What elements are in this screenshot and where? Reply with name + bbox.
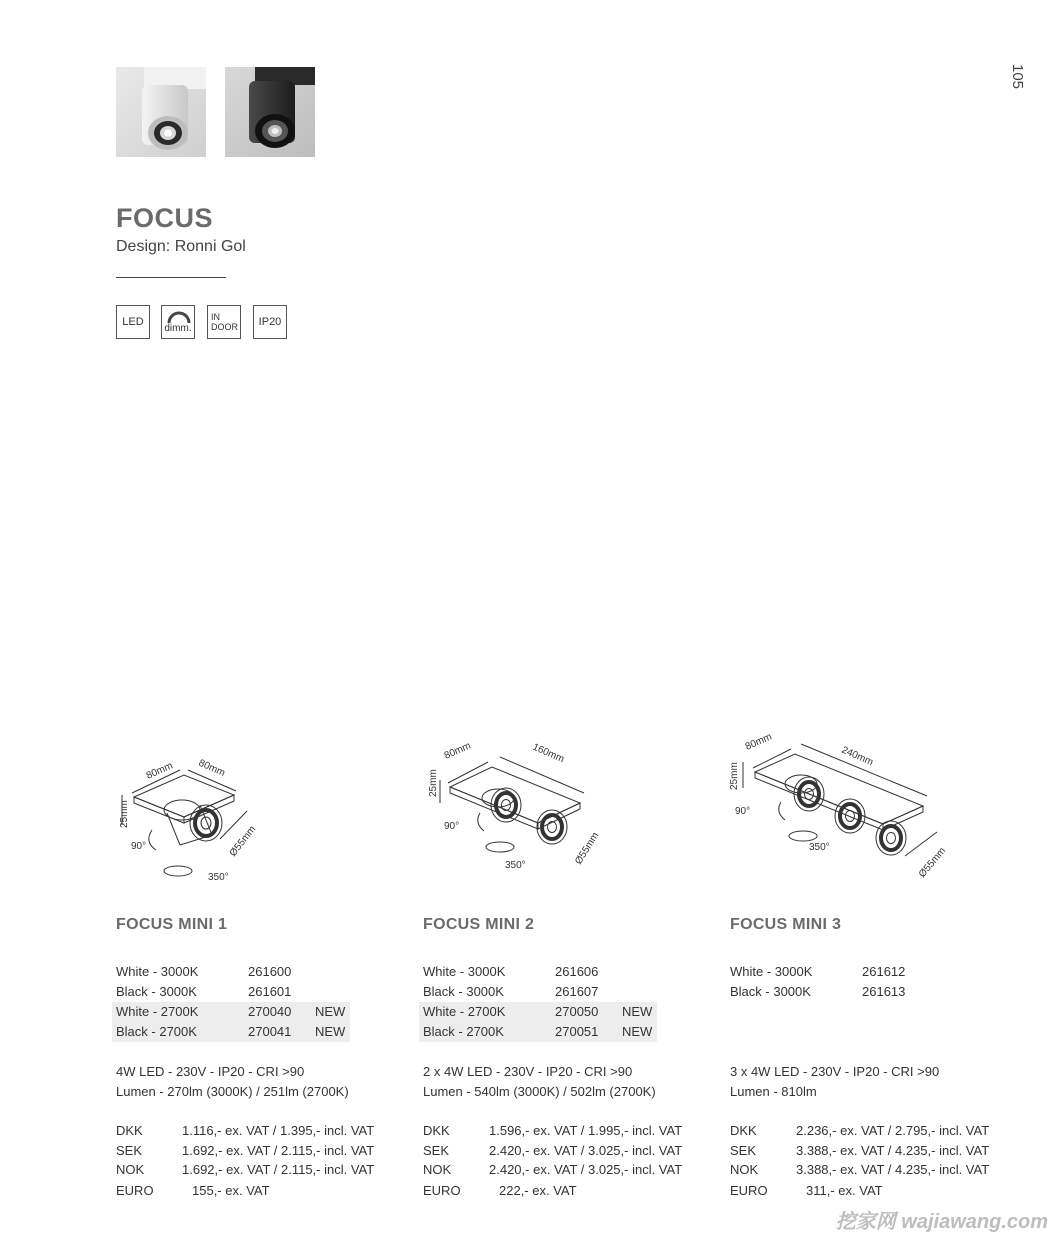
dim-diameter-label: Ø55mm	[916, 845, 949, 880]
new-badge: NEW	[315, 1024, 346, 1039]
dim-width-label: 80mm	[144, 760, 175, 782]
currency: NOK	[423, 1162, 452, 1177]
variant-code: 270040	[248, 1004, 292, 1019]
spec-lumen: Lumen - 810lm	[730, 1084, 817, 1099]
price-row	[423, 1141, 683, 1161]
variant-name: White - 3000K	[116, 964, 199, 979]
page-title: FOCUS	[116, 203, 213, 233]
currency: EURO	[116, 1183, 154, 1198]
new-badge: NEW	[622, 1004, 653, 1019]
price-value: 3.388,- ex. VAT / 4.235,- incl. VAT	[796, 1143, 990, 1158]
tilt-label: 90°	[444, 821, 460, 832]
currency: DKK	[423, 1123, 450, 1138]
currency: SEK	[423, 1143, 450, 1158]
variant-name: Black - 3000K	[423, 984, 504, 999]
variant-code: 261612	[862, 964, 906, 979]
page-number: 105	[1008, 63, 1026, 90]
dim-height-label: 25mm	[729, 762, 740, 790]
product-photo-black	[225, 67, 315, 157]
currency: EURO	[423, 1183, 461, 1198]
indoor-badge	[207, 305, 241, 339]
rotation-label: 350°	[505, 860, 526, 871]
price-row	[730, 1121, 990, 1141]
spec-power: 2 x 4W LED - 230V - IP20 - CRI >90	[423, 1064, 633, 1079]
currency: DKK	[730, 1123, 757, 1138]
table-row	[726, 962, 964, 982]
variant-name: White - 3000K	[423, 964, 506, 979]
table-row	[419, 1002, 657, 1022]
dim-height-label: 25mm	[428, 769, 439, 797]
price-row	[116, 1141, 376, 1161]
focus-mini-2-drawing	[420, 735, 610, 885]
dim-depth-label: 240mm	[839, 744, 875, 769]
dimmable-badge-label: dimm.	[164, 323, 192, 334]
variant-name: Black - 3000K	[116, 984, 197, 999]
table-row	[112, 1022, 350, 1042]
table-row	[419, 962, 657, 982]
currency: EURO	[730, 1183, 768, 1198]
price-value: 311,- ex. VAT	[806, 1183, 883, 1198]
table-row	[112, 962, 350, 982]
variant-code: 261606	[555, 964, 599, 979]
dim-depth-label: 160mm	[530, 741, 566, 766]
new-badge: NEW	[622, 1024, 653, 1039]
price-row	[730, 1141, 990, 1161]
price-row	[116, 1181, 376, 1201]
table-row	[112, 982, 350, 1002]
dim-depth-label: 80mm	[196, 757, 227, 780]
price-value: 2.420,- ex. VAT / 3.025,- incl. VAT	[489, 1143, 683, 1158]
dim-height-label: 25mm	[119, 800, 130, 828]
product-title: FOCUS MINI 2	[423, 916, 535, 933]
dimmable-badge	[161, 305, 195, 339]
price-row	[116, 1160, 376, 1180]
dimmer-arc-icon	[167, 310, 191, 324]
price-value: 222,- ex. VAT	[499, 1183, 577, 1198]
price-value: 1.692,- ex. VAT / 2.115,- incl. VAT	[182, 1143, 375, 1158]
variant-name: Black - 2700K	[423, 1024, 504, 1039]
product-title: FOCUS MINI 3	[730, 916, 842, 933]
indoor-badge-top: IN	[211, 312, 220, 322]
price-value: 2.420,- ex. VAT / 3.025,- incl. VAT	[489, 1162, 683, 1177]
variant-code: 261600	[248, 964, 292, 979]
ip20-badge-label: IP20	[258, 316, 282, 328]
dim-width-label: 80mm	[743, 731, 774, 753]
table-row	[112, 1002, 350, 1022]
currency: NOK	[730, 1162, 759, 1177]
focus-mini-3-drawing	[725, 722, 955, 882]
new-badge: NEW	[315, 1004, 346, 1019]
price-value: 1.116,- ex. VAT / 1.395,- incl. VAT	[182, 1123, 375, 1138]
designer-credit: Design: Ronni Gol	[116, 238, 246, 255]
variant-name: Black - 3000K	[730, 984, 811, 999]
led-badge-label: LED	[122, 316, 144, 328]
rotation-label: 350°	[809, 842, 830, 853]
price-value: 3.388,- ex. VAT / 4.235,- incl. VAT	[796, 1162, 990, 1177]
variant-code: 270050	[555, 1004, 599, 1019]
tilt-label: 90°	[735, 806, 751, 817]
ip20-badge	[253, 305, 287, 339]
price-row	[423, 1121, 683, 1141]
dim-width-label: 80mm	[442, 740, 473, 762]
product-title: FOCUS MINI 1	[116, 916, 228, 933]
product-photo-white	[116, 67, 206, 157]
variant-name: White - 2700K	[116, 1004, 199, 1019]
focus-mini-1-drawing	[112, 745, 282, 890]
variant-code: 261613	[862, 984, 906, 999]
watermark: 挖家网 wajiawang.com	[835, 1211, 1048, 1233]
table-row	[726, 982, 964, 1002]
price-row	[730, 1181, 990, 1201]
dim-diameter-label: Ø55mm	[573, 830, 602, 867]
currency: NOK	[116, 1162, 145, 1177]
price-row	[116, 1121, 376, 1141]
spec-power: 3 x 4W LED - 230V - IP20 - CRI >90	[730, 1064, 940, 1079]
currency: DKK	[116, 1123, 143, 1138]
variant-name: Black - 2700K	[116, 1024, 197, 1039]
led-badge	[116, 305, 150, 339]
variant-code: 270051	[555, 1024, 599, 1039]
table-row	[419, 1022, 657, 1042]
variant-name: White - 2700K	[423, 1004, 506, 1019]
price-row	[423, 1181, 683, 1201]
variant-name: White - 3000K	[730, 964, 813, 979]
variant-code: 261601	[248, 984, 292, 999]
dim-diameter-label: Ø55mm	[227, 824, 259, 859]
indoor-badge-bottom: DOOR	[211, 322, 238, 332]
price-row	[423, 1160, 683, 1180]
price-value: 1.596,- ex. VAT / 1.995,- incl. VAT	[489, 1123, 683, 1138]
price-value: 2.236,- ex. VAT / 2.795,- incl. VAT	[796, 1123, 990, 1138]
table-row	[419, 982, 657, 1002]
price-row	[730, 1160, 990, 1180]
price-value: 155,- ex. VAT	[192, 1183, 270, 1198]
currency: SEK	[116, 1143, 143, 1158]
title-divider	[116, 277, 226, 278]
tilt-label: 90°	[131, 841, 147, 852]
spec-lumen: Lumen - 270lm (3000K) / 251lm (2700K)	[116, 1084, 349, 1099]
price-value: 1.692,- ex. VAT / 2.115,- incl. VAT	[182, 1162, 375, 1177]
rotation-label: 350°	[208, 872, 229, 883]
spec-power: 4W LED - 230V - IP20 - CRI >90	[116, 1064, 305, 1079]
variant-code: 270041	[248, 1024, 292, 1039]
currency: SEK	[730, 1143, 757, 1158]
spec-lumen: Lumen - 540lm (3000K) / 502lm (2700K)	[423, 1084, 656, 1099]
variant-code: 261607	[555, 984, 599, 999]
